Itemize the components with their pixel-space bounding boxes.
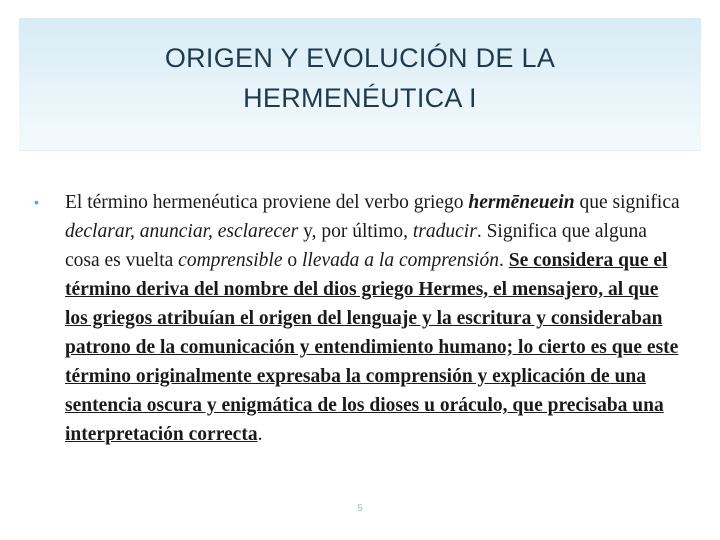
bullet-paragraph bbox=[34, 188, 686, 449]
text-segment: . bbox=[257, 424, 263, 445]
emphasis-text: declarar, anunciar, esclarecer bbox=[65, 221, 299, 242]
text-segment: El término hermenéutica proviene del verbo griego bbox=[65, 192, 469, 213]
bullet-icon: • bbox=[34, 194, 39, 210]
page-number: 5 bbox=[357, 503, 363, 513]
emphasis-text: llevada a la comprensión bbox=[302, 250, 499, 271]
text-segment: . Significa que alguna cosa es vuelta bbox=[65, 221, 647, 271]
emphasis-text: traducir bbox=[412, 221, 477, 242]
text-segment: que significa bbox=[574, 192, 680, 213]
underlined-statement: Se considera que el término deriva del nombre del dios griego Hermes, el mensajero, al que los griegos atribuían el origen del lenguaje y la escritura y consideraban patrono de la comunicación y entendimiento humano; lo cierto es que este término originalmente expresaba la comprensión y explicación de una sentencia oscura y enigmática de los dioses u oráculo, que precisaba una interpretación correcta bbox=[65, 250, 679, 445]
slide-body bbox=[34, 188, 686, 449]
emphasis-text: comprensible bbox=[178, 250, 283, 271]
slide-title bbox=[19, 38, 701, 118]
text-segment: . bbox=[498, 250, 509, 271]
greek-term: hermēneuein bbox=[468, 192, 575, 213]
text-segment: y, por último, bbox=[298, 221, 413, 242]
slide-title-line-2: HERMENÉUTICA I bbox=[243, 83, 477, 113]
slide-title-line-1: ORIGEN Y EVOLUCIÓN DE LA bbox=[164, 43, 556, 73]
text-segment: o bbox=[282, 250, 303, 271]
